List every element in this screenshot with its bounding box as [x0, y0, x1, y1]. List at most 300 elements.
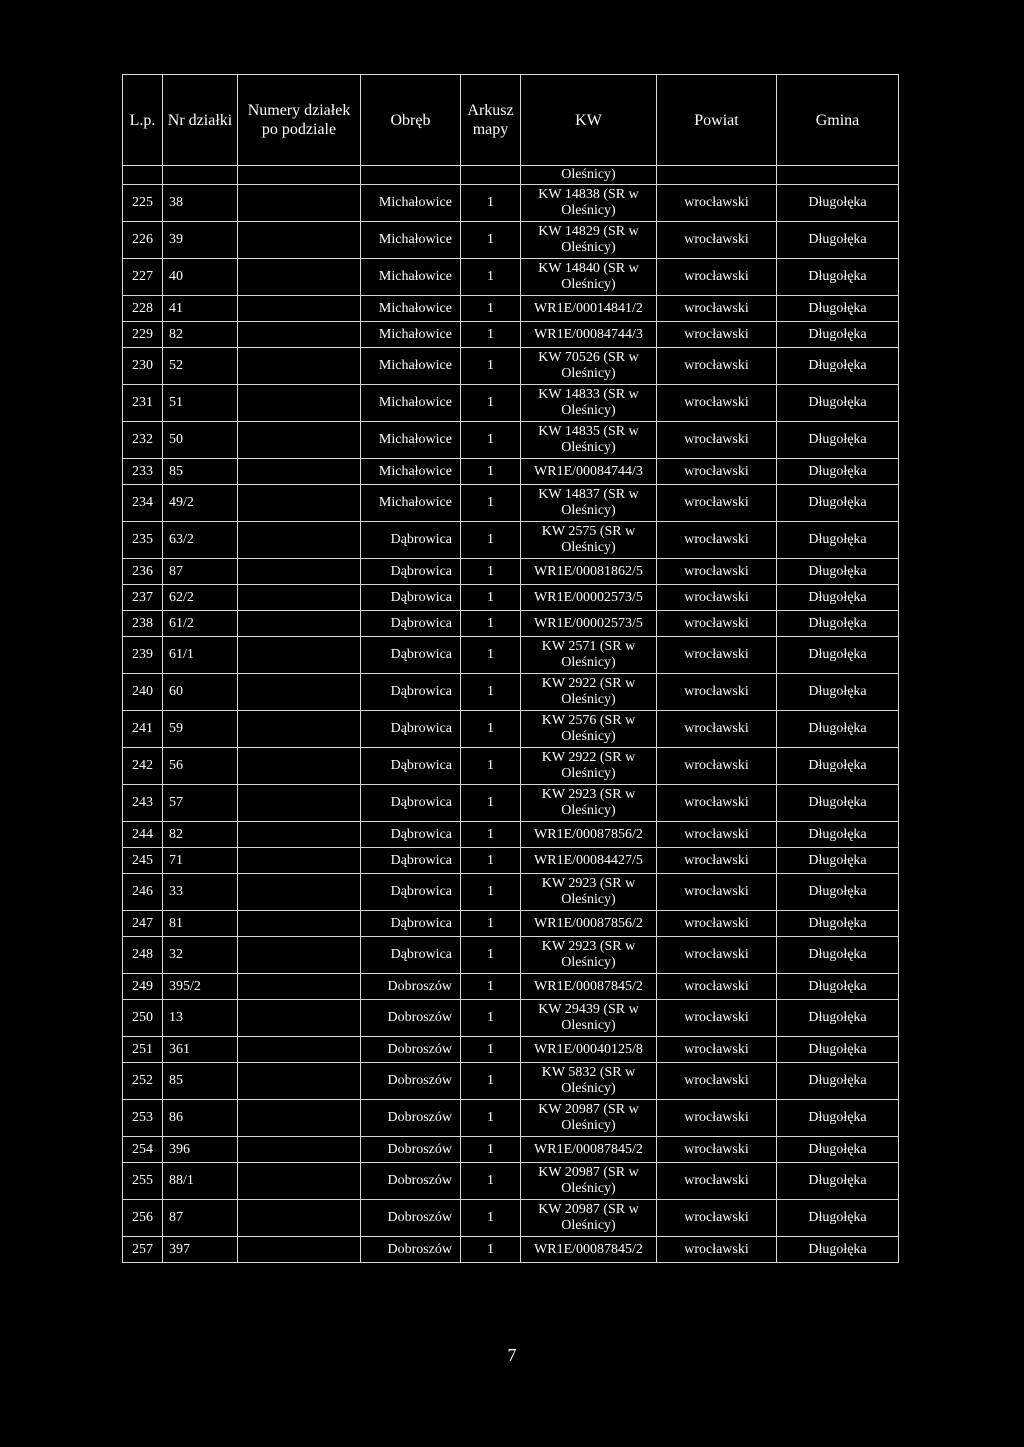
table-row — [123, 459, 899, 485]
kw-line-1: KW 2923 (SR w — [541, 939, 636, 954]
cell-nr: 52 — [163, 348, 238, 385]
table-row — [123, 822, 899, 848]
cell-lp: 229 — [123, 322, 163, 348]
cell-lp: 249 — [123, 974, 163, 1000]
cell-nr: 88/1 — [163, 1163, 238, 1200]
cell-kw — [521, 185, 657, 222]
cell-arkusz: 1 — [461, 1137, 521, 1163]
header-gmina: Gmina — [777, 75, 899, 166]
cell-gmina: Długołęka — [777, 296, 899, 322]
cell-obreb: Michałowice — [361, 296, 461, 322]
cell-obreb: Dobroszów — [361, 1237, 461, 1263]
cell-powiat: wrocławski — [657, 348, 777, 385]
cell-obreb: Dąbrowica — [361, 585, 461, 611]
kw-line-1: KW 2923 (SR w — [541, 787, 636, 802]
cell-gmina: Długołęka — [777, 1037, 899, 1063]
cell-obreb: Dąbrowica — [361, 911, 461, 937]
cell-obreb: Dąbrowica — [361, 522, 461, 559]
cell-lp: 231 — [123, 385, 163, 422]
cell-powiat: wrocławski — [657, 1037, 777, 1063]
table-row — [123, 1237, 899, 1263]
cell-powiat: wrocławski — [657, 937, 777, 974]
cell-numery — [238, 611, 361, 637]
cell-kw — [521, 459, 657, 485]
cell-numery — [238, 711, 361, 748]
cell-numery — [238, 1000, 361, 1037]
kw-line-1: WR1E/00087845/2 — [534, 1241, 643, 1257]
cell-nr: 39 — [163, 222, 238, 259]
cell-kw — [521, 848, 657, 874]
kw-line-1: WR1E/00084427/5 — [534, 852, 643, 868]
cell-obreb: Dąbrowica — [361, 637, 461, 674]
cell-obreb: Dąbrowica — [361, 937, 461, 974]
cell-numery — [238, 911, 361, 937]
cell-kw — [521, 785, 657, 822]
kw-line-1: KW 14837 (SR w — [538, 487, 639, 502]
kw-line-1: WR1E/00087845/2 — [534, 978, 643, 994]
kw-line-2: Oleśnicy) — [561, 692, 616, 707]
cell-nr: 361 — [163, 1037, 238, 1063]
kw-line-2: Oleśnicy) — [561, 240, 616, 255]
cell-powiat: wrocławski — [657, 1100, 777, 1137]
cell-kw — [521, 1237, 657, 1263]
kw-line-2: Oleśnicy) — [561, 766, 616, 781]
cell-nr: 62/2 — [163, 585, 238, 611]
cell-lp: 257 — [123, 1237, 163, 1263]
cell-lp: 241 — [123, 711, 163, 748]
cell-arkusz: 1 — [461, 1000, 521, 1037]
cell-numery — [238, 296, 361, 322]
table-row — [123, 785, 899, 822]
kw-line-1: WR1E/00087856/2 — [534, 826, 643, 842]
kw-line-1: WR1E/00002573/5 — [534, 589, 643, 605]
cell-powiat: wrocławski — [657, 711, 777, 748]
header-numery: Numery działek po podziale — [238, 75, 361, 166]
cell-powiat: wrocławski — [657, 385, 777, 422]
cell-powiat: wrocławski — [657, 874, 777, 911]
cell-obreb: Dobroszów — [361, 1100, 461, 1137]
kw-line-1: WR1E/00014841/2 — [534, 300, 643, 316]
cell-numery — [238, 322, 361, 348]
cell-gmina: Długołęka — [777, 485, 899, 522]
cell-arkusz: 1 — [461, 1063, 521, 1100]
cell-gmina: Długołęka — [777, 785, 899, 822]
cell-nr: 50 — [163, 422, 238, 459]
kw-line-1: KW 2922 (SR w — [541, 676, 636, 691]
cell-numery — [238, 348, 361, 385]
cell-gmina: Długołęka — [777, 937, 899, 974]
cell-kw — [521, 422, 657, 459]
cell-arkusz: 1 — [461, 485, 521, 522]
cell-obreb: Michałowice — [361, 459, 461, 485]
kw-line-1: KW 2923 (SR w — [541, 876, 636, 891]
cell-nr: 63/2 — [163, 522, 238, 559]
cell-powiat: wrocławski — [657, 1200, 777, 1237]
cell-arkusz: 1 — [461, 874, 521, 911]
kw-line-2: Oleśnicy) — [561, 403, 616, 418]
cell-gmina: Długołęka — [777, 748, 899, 785]
cell-lp: 244 — [123, 822, 163, 848]
table-row — [123, 1063, 899, 1100]
cell-nr: 85 — [163, 459, 238, 485]
table-row — [123, 322, 899, 348]
kw-line-1: KW 2575 (SR w — [541, 524, 636, 539]
cell-nr: 13 — [163, 1000, 238, 1037]
cell-obreb: Dąbrowica — [361, 785, 461, 822]
cell-lp: 254 — [123, 1137, 163, 1163]
cell-arkusz: 1 — [461, 348, 521, 385]
cell-lp: 245 — [123, 848, 163, 874]
cell-lp: 251 — [123, 1037, 163, 1063]
cell-nr: 82 — [163, 322, 238, 348]
cell-powiat: wrocławski — [657, 559, 777, 585]
cell-numery — [238, 848, 361, 874]
cell-gmina: Długołęka — [777, 385, 899, 422]
cell-powiat: wrocławski — [657, 1063, 777, 1100]
cell-obreb: Dąbrowica — [361, 559, 461, 585]
cell-kw — [521, 559, 657, 585]
cell-kw — [521, 822, 657, 848]
cell-arkusz: 1 — [461, 459, 521, 485]
cell-numery — [238, 1037, 361, 1063]
cell-arkusz: 1 — [461, 637, 521, 674]
kw-line-2: Oleśnicy) — [561, 655, 616, 670]
cell-lp: 236 — [123, 559, 163, 585]
cell-powiat: wrocławski — [657, 611, 777, 637]
cell-nr: 82 — [163, 822, 238, 848]
cell-powiat: wrocławski — [657, 259, 777, 296]
cell-powiat: wrocławski — [657, 674, 777, 711]
cell-obreb: Michałowice — [361, 259, 461, 296]
cell-numery — [238, 1063, 361, 1100]
cell-obreb: Dąbrowica — [361, 711, 461, 748]
table-row — [123, 911, 899, 937]
cell-arkusz: 1 — [461, 785, 521, 822]
cell-lp: 247 — [123, 911, 163, 937]
table-row — [123, 422, 899, 459]
header-row — [123, 75, 899, 166]
cell-nr: 56 — [163, 748, 238, 785]
header-obreb: Obręb — [361, 75, 461, 166]
cell-lp: 246 — [123, 874, 163, 911]
cell-nr: 32 — [163, 937, 238, 974]
cell-nr: 396 — [163, 1137, 238, 1163]
kw-line-2: Oleśnicy) — [561, 1118, 616, 1133]
table-row — [123, 611, 899, 637]
cell-kw — [521, 1137, 657, 1163]
header-nr: Nr działki — [163, 75, 238, 166]
cell-gmina: Długołęka — [777, 1163, 899, 1200]
cell-powiat: wrocławski — [657, 848, 777, 874]
cell-powiat: wrocławski — [657, 522, 777, 559]
kw-line-2: Oleśnicy) — [561, 366, 616, 381]
cell-kw — [521, 259, 657, 296]
cell-powiat: wrocławski — [657, 422, 777, 459]
cell-gmina: Długołęka — [777, 459, 899, 485]
kw-line-1: KW 5832 (SR w — [541, 1065, 636, 1080]
cell-powiat: wrocławski — [657, 822, 777, 848]
cell-arkusz: 1 — [461, 848, 521, 874]
kw-line-1: KW 70526 (SR w — [538, 350, 639, 365]
table-row — [123, 1000, 899, 1037]
kw-line-2: Oleśnicy) — [561, 1081, 616, 1096]
cell-lp: 228 — [123, 296, 163, 322]
cell-obreb: Dąbrowica — [361, 874, 461, 911]
cell-kw — [521, 1163, 657, 1200]
kw-line-2: Oleśnicy) — [561, 1218, 616, 1233]
cell-nr: 40 — [163, 259, 238, 296]
cell-lp: 226 — [123, 222, 163, 259]
cell-nr: 86 — [163, 1100, 238, 1137]
cell-powiat: wrocławski — [657, 1163, 777, 1200]
cell-gmina: Długołęka — [777, 974, 899, 1000]
cell-arkusz: 1 — [461, 611, 521, 637]
kw-line-2: Oleśnicy) — [561, 277, 616, 292]
cell-arkusz: 1 — [461, 522, 521, 559]
cell-lp: 255 — [123, 1163, 163, 1200]
table-row — [123, 385, 899, 422]
cell-gmina: Długołęka — [777, 222, 899, 259]
cell-nr: 61/1 — [163, 637, 238, 674]
cell-gmina: Długołęka — [777, 422, 899, 459]
cell-kw — [521, 1063, 657, 1100]
cell-nr: 60 — [163, 674, 238, 711]
cell-powiat: wrocławski — [657, 637, 777, 674]
cell-kw — [521, 585, 657, 611]
cell-numery — [238, 785, 361, 822]
kw-line-2: Oleśnicy) — [561, 803, 616, 818]
cell-numery — [238, 937, 361, 974]
cell-lp: 243 — [123, 785, 163, 822]
table-row — [123, 937, 899, 974]
cell-gmina: Długołęka — [777, 822, 899, 848]
kw-line-1: KW 14829 (SR w — [538, 224, 639, 239]
cell-kw — [521, 937, 657, 974]
cell-lp: 250 — [123, 1000, 163, 1037]
cell-obreb: Dobroszów — [361, 1163, 461, 1200]
cell-kw — [521, 748, 657, 785]
cell-numery — [238, 1237, 361, 1263]
cell-obreb: Dobroszów — [361, 1037, 461, 1063]
cell-nr: 41 — [163, 296, 238, 322]
cell-obreb: Dobroszów — [361, 1200, 461, 1237]
cell-kw — [521, 1000, 657, 1037]
cell-numery — [238, 185, 361, 222]
cell-numery — [238, 259, 361, 296]
kw-line-1: WR1E/00040125/8 — [534, 1041, 643, 1057]
kw-line-1: KW 20987 (SR w — [538, 1165, 639, 1180]
header-powiat: Powiat — [657, 75, 777, 166]
cell-numery — [238, 522, 361, 559]
cell-arkusz: 1 — [461, 322, 521, 348]
cell-lp: 256 — [123, 1200, 163, 1237]
cell-numery — [238, 385, 361, 422]
cell-obreb: Michałowice — [361, 485, 461, 522]
cell-kw — [521, 637, 657, 674]
table-row — [123, 1137, 899, 1163]
table-row — [123, 1200, 899, 1237]
cell-powiat: wrocławski — [657, 585, 777, 611]
cell-powiat: wrocławski — [657, 1237, 777, 1263]
kw-line-2: Oleśnicy) — [561, 1181, 616, 1196]
cell-kw — [521, 296, 657, 322]
cell-lp: 242 — [123, 748, 163, 785]
cell-gmina: Długołęka — [777, 1063, 899, 1100]
cell-lp: 234 — [123, 485, 163, 522]
cell-gmina: Długołęka — [777, 322, 899, 348]
cell-arkusz: 1 — [461, 185, 521, 222]
cell-kw — [521, 322, 657, 348]
kw-line-1: WR1E/00084744/3 — [534, 463, 643, 479]
cell-nr: 57 — [163, 785, 238, 822]
cell-gmina: Długołęka — [777, 1200, 899, 1237]
cell-gmina: Długołęka — [777, 848, 899, 874]
cell-powiat: wrocławski — [657, 911, 777, 937]
cell-nr: 81 — [163, 911, 238, 937]
table-body — [123, 166, 899, 1263]
cell-powiat: wrocławski — [657, 748, 777, 785]
cell-gmina: Długołęka — [777, 348, 899, 385]
cell-nr: 49/2 — [163, 485, 238, 522]
cell-lp: 230 — [123, 348, 163, 385]
cell-obreb: Dąbrowica — [361, 611, 461, 637]
cell-numery — [238, 674, 361, 711]
kw-line-2: Oleśnicy) — [561, 892, 616, 907]
kw-line-2: Oleśnicy) — [561, 729, 616, 744]
table-row — [123, 522, 899, 559]
cell-powiat: wrocławski — [657, 974, 777, 1000]
cell-arkusz: 1 — [461, 559, 521, 585]
cell-arkusz: 1 — [461, 937, 521, 974]
table-row — [123, 748, 899, 785]
kw-line-1: KW 14840 (SR w — [538, 261, 639, 276]
cell-kw — [521, 222, 657, 259]
cell-kw — [521, 611, 657, 637]
cell-numery — [238, 1100, 361, 1137]
cell-gmina: Długołęka — [777, 1100, 899, 1137]
cell-lp: 252 — [123, 1063, 163, 1100]
page-number: 7 — [507, 1345, 517, 1365]
cell-powiat: wrocławski — [657, 296, 777, 322]
parcel-table — [122, 74, 899, 1263]
cell-gmina: Długołęka — [777, 711, 899, 748]
table-row — [123, 485, 899, 522]
cell-arkusz: 1 — [461, 385, 521, 422]
cell-kw — [521, 1200, 657, 1237]
cell-obreb: Dąbrowica — [361, 822, 461, 848]
cell-nr: 71 — [163, 848, 238, 874]
cell-nr: 51 — [163, 385, 238, 422]
kw-line-1: WR1E/00002573/5 — [534, 615, 643, 631]
cell-nr: 395/2 — [163, 974, 238, 1000]
cell-numery — [238, 1163, 361, 1200]
cell-powiat: wrocławski — [657, 1000, 777, 1037]
table-row — [123, 674, 899, 711]
cell-arkusz: 1 — [461, 1237, 521, 1263]
table-row — [123, 296, 899, 322]
kw-line-2: Oleśnicy) — [561, 540, 616, 555]
kw-line-2: Oleśnicy) — [561, 440, 616, 455]
cell-arkusz: 1 — [461, 748, 521, 785]
cell-powiat: wrocławski — [657, 459, 777, 485]
cell-nr: 61/2 — [163, 611, 238, 637]
cell-powiat: wrocławski — [657, 485, 777, 522]
cell-arkusz: 1 — [461, 911, 521, 937]
cell-gmina: Długołęka — [777, 674, 899, 711]
cell-nr: 87 — [163, 559, 238, 585]
cell-numery — [238, 559, 361, 585]
kw-line-1: KW 2576 (SR w — [541, 713, 636, 728]
table-row — [123, 848, 899, 874]
cell-nr: 85 — [163, 1063, 238, 1100]
kw-line-1: WR1E/00084744/3 — [534, 326, 643, 342]
cell-powiat: wrocławski — [657, 185, 777, 222]
cell-gmina: Długołęka — [777, 185, 899, 222]
cell-arkusz: 1 — [461, 585, 521, 611]
cell-lp: 235 — [123, 522, 163, 559]
kw-line-1: KW 29439 (SR w — [538, 1002, 639, 1017]
cell-lp: 238 — [123, 611, 163, 637]
cell-nr: 33 — [163, 874, 238, 911]
cell-kw — [521, 711, 657, 748]
continuation-row — [123, 166, 899, 185]
cell-arkusz: 1 — [461, 1037, 521, 1063]
kw-line-2: Olesnicy) — [561, 1018, 616, 1033]
kw-line-1: KW 2571 (SR w — [541, 639, 636, 654]
cell-kw — [521, 348, 657, 385]
header-kw: KW — [521, 75, 657, 166]
table-row — [123, 711, 899, 748]
cell-numery — [238, 1137, 361, 1163]
cell-kw — [521, 874, 657, 911]
table-row — [123, 348, 899, 385]
cell-lp: 240 — [123, 674, 163, 711]
cell-lp: 232 — [123, 422, 163, 459]
table-row — [123, 559, 899, 585]
cell-kw — [521, 522, 657, 559]
table-row — [123, 185, 899, 222]
cell-arkusz: 1 — [461, 296, 521, 322]
cell-arkusz: 1 — [461, 1163, 521, 1200]
cell-powiat: wrocławski — [657, 1137, 777, 1163]
cell-gmina: Długołęka — [777, 522, 899, 559]
cell-obreb: Michałowice — [361, 422, 461, 459]
cell-gmina: Długołęka — [777, 1137, 899, 1163]
table-row — [123, 974, 899, 1000]
cell-kw — [521, 1100, 657, 1137]
cell-arkusz: 1 — [461, 1100, 521, 1137]
kw-line-1: WR1E/00087856/2 — [534, 915, 643, 931]
cell-arkusz: 1 — [461, 822, 521, 848]
cell-obreb: Dobroszów — [361, 1000, 461, 1037]
kw-line-1: KW 14838 (SR w — [538, 187, 639, 202]
cell-powiat: wrocławski — [657, 322, 777, 348]
cell-lp: 227 — [123, 259, 163, 296]
cell-gmina: Długołęka — [777, 1000, 899, 1037]
cell-numery — [238, 459, 361, 485]
header-arkusz: Arkusz mapy — [461, 75, 521, 166]
cell-arkusz: 1 — [461, 711, 521, 748]
table-row — [123, 1037, 899, 1063]
table-row — [123, 874, 899, 911]
kw-line-1: WR1E/00081862/5 — [534, 563, 643, 579]
cell-gmina: Długołęka — [777, 559, 899, 585]
cell-kw — [521, 385, 657, 422]
cell-nr: 38 — [163, 185, 238, 222]
cell-gmina: Długołęka — [777, 259, 899, 296]
cell-nr: 87 — [163, 1200, 238, 1237]
cell-kw — [521, 974, 657, 1000]
